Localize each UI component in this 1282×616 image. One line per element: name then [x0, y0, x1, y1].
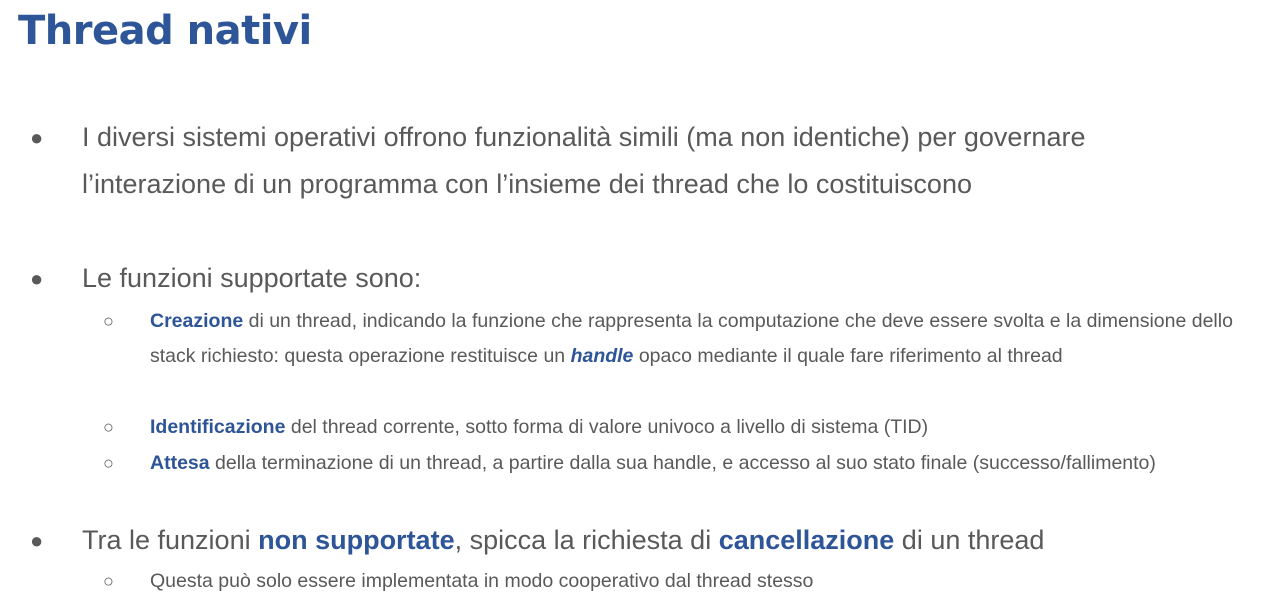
circle-bullet-icon: ○ — [103, 453, 114, 473]
keyword-non-supportate: non supportate — [258, 525, 455, 555]
sub-bullet-text: della terminazione di un thread, a partire dalla sua handle, e accesso al suo stato finale (successo/fallimento) — [209, 452, 1156, 474]
sub-bullet-creazione — [103, 304, 1250, 374]
keyword-attesa: Attesa — [150, 452, 210, 474]
bullet-text: , spicca la richiesta di — [454, 525, 719, 555]
sub-bullet-text: opaco mediante il quale fare riferimento al thread — [633, 345, 1063, 367]
sub-bullet-text: Questa può solo essere implementata in modo cooperativo dal thread stesso — [150, 570, 814, 592]
bullet-item-non-supportate — [30, 517, 1222, 564]
bullet-dot-icon: ● — [30, 266, 44, 291]
bullet-text: Le funzioni supportate sono: — [82, 263, 422, 293]
sub-bullet-text: di un thread, indicando la funzione che rappresenta la computazione che deve essere svolta e la dimensione dello stack richiesto: questa operazione restituisce un — [150, 310, 1233, 367]
sub-bullet-identificazione — [103, 410, 1250, 445]
slide-title: Thread nativi — [18, 8, 312, 54]
bullet-item-funzioni-supportate — [30, 255, 1222, 302]
bullet-text: Tra le funzioni — [82, 525, 259, 555]
keyword-identificazione: Identificazione — [150, 416, 286, 438]
bullet-dot-icon: ● — [30, 125, 44, 150]
sub-bullet-cooperativo — [103, 564, 1250, 599]
bullet-text: I diversi sistemi operativi offrono funzionalità simili (ma non identiche) per governare l’interazione di un programma con l’insieme dei thread che lo costituiscono — [82, 122, 1086, 199]
circle-bullet-icon: ○ — [103, 311, 114, 331]
bullet-dot-icon: ● — [30, 528, 44, 553]
keyword-cancellazione: cancellazione — [718, 525, 895, 555]
sub-bullet-text: del thread corrente, sotto forma di valore univoco a livello di sistema (TID) — [285, 416, 929, 438]
sub-bullet-attesa — [103, 446, 1250, 481]
keyword-creazione: Creazione — [150, 310, 244, 332]
circle-bullet-icon: ○ — [103, 571, 114, 591]
circle-bullet-icon: ○ — [103, 417, 114, 437]
keyword-handle: handle — [570, 345, 634, 367]
bullet-text: di un thread — [894, 525, 1045, 555]
bullet-item-diversi-sistemi — [30, 114, 1222, 208]
